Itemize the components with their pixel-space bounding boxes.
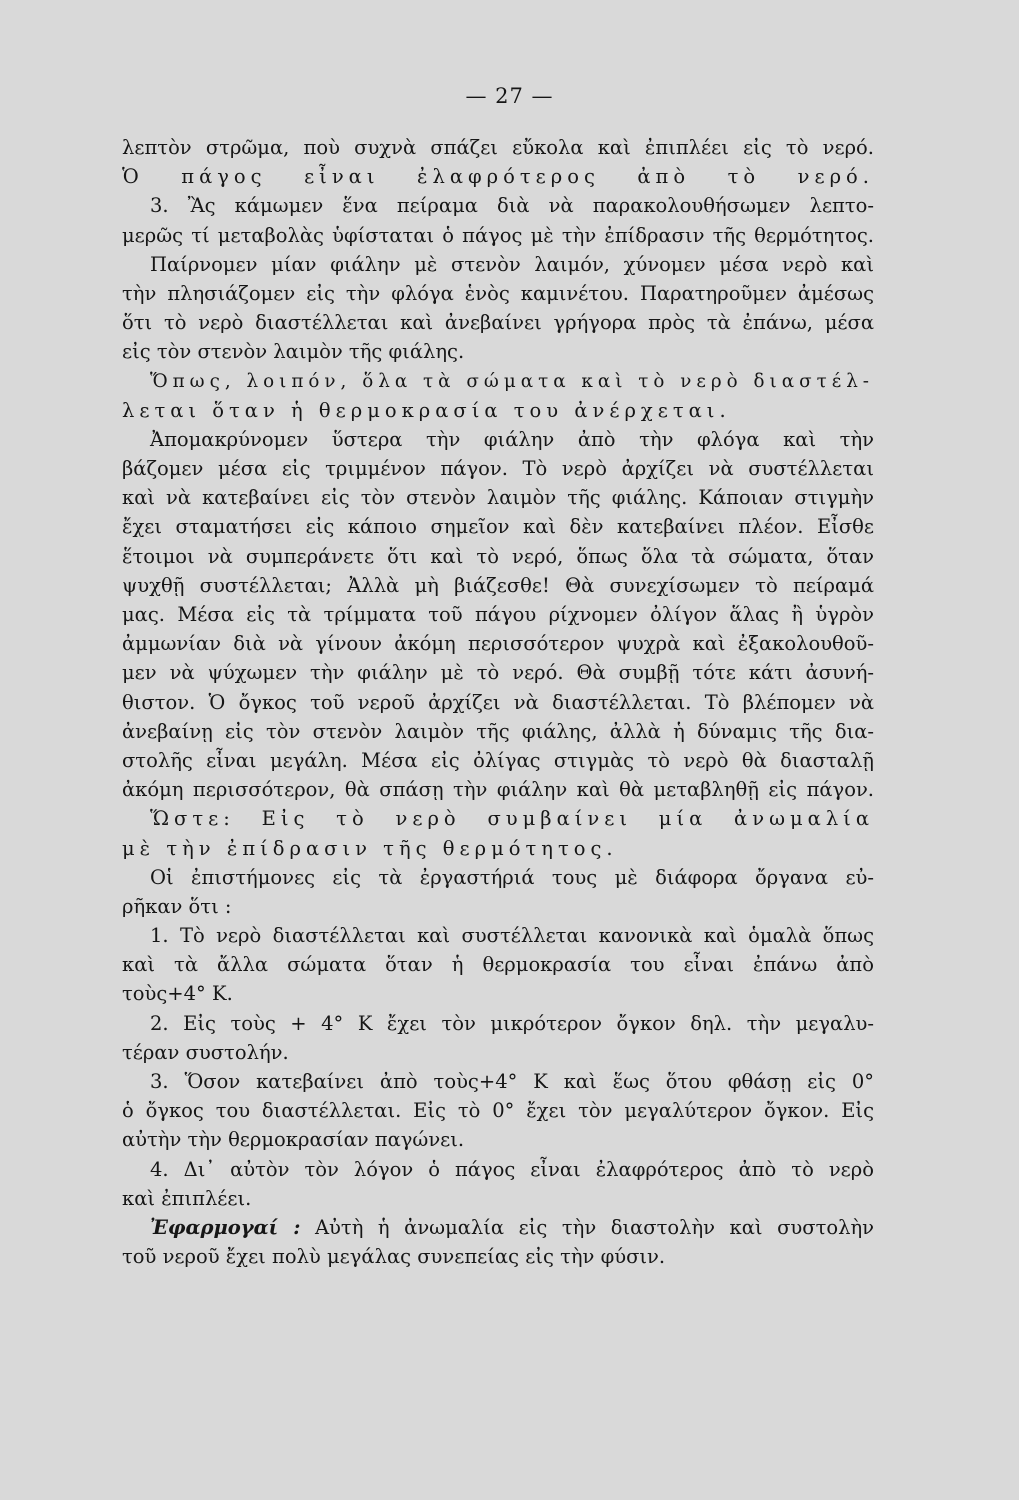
text-line: ἔχει σταματήσει εἰς κάποιο σημεῖον καὶ δὲν κατεβαίνει πλέον. Εἶσθε <box>122 515 874 539</box>
text-line: Παίρνομεν μίαν φιάλην μὲ στενὸν λαιμόν, χύνομεν μέσα νερὸ καὶ <box>150 252 874 276</box>
text-line: καὶ νὰ κατεβαίνει εἰς τὸν στενὸν λαιμὸν τῆς φιάλης. Κάποιαν στιγμὴν <box>122 486 874 510</box>
text-line: ἀμμωνίαν διὰ νὰ γίνουν ἀκόμη περισσότερον ψυχρὰ καὶ ἐξακολουθοῦ- <box>122 632 874 656</box>
text-line: 2. Εἰς τοὺς + 4° Κ ἔχει τὸν μικρότερον ὄγκον δηλ. τὴν μεγαλυ- <box>150 1011 874 1035</box>
text-line: μὲ τὴν ἐπίδρασιν τῆς θερμότητος. <box>122 836 618 860</box>
text-line: καὶ τὰ ἄλλα σώματα ὅταν ἡ θερμοκρασία του εἶναι ἐπάνω ἀπὸ <box>122 953 874 977</box>
applications-line <box>122 1213 874 1242</box>
text-line: Οἱ ἐπιστήμονες εἰς τὰ ἐργαστήριά τους μὲ διάφορα ὄργανα εὐ- <box>150 865 874 889</box>
text-line: εἰς τὸν στενὸν λαιμὸν τῆς φιάλης. <box>122 340 465 364</box>
text-line: ψυχθῇ συστέλλεται; Ἀλλὰ μὴ βιάζεσθε! Θὰ συνεχίσωμεν τὸ πείραμά <box>122 573 874 597</box>
text-line: Ὥστε: Εἰς τὸ νερὸ συμβαίνει μία ἀνωμαλία <box>150 807 874 831</box>
text-line: 3. Ἂς κάμωμεν ἕνα πείραμα διὰ νὰ παρακολουθήσωμεν λεπτο- <box>150 194 874 218</box>
text-line: ἕτοιμοι νὰ συμπεράνετε ὅτι καὶ τὸ νερό, ὅπως ὅλα τὰ σώματα, ὅταν <box>122 544 874 568</box>
text-line: βάζομεν μέσα εἰς τριμμένον πάγον. Τὸ νερὸ ἀρχίζει νὰ συστέλλεται <box>122 457 874 481</box>
text-line: ὁ ὄγκος του διαστέλλεται. Εἰς τὸ 0° ἔχει τὸν μεγαλύτερον ὄγκον. Εἰς <box>122 1099 874 1123</box>
text-line: μεν νὰ ψύχωμεν τὴν φιάλην μὲ τὸ νερό. Θὰ συμβῇ τότε κάτι ἀσυνή- <box>122 661 874 685</box>
text-line: 4. Δι᾿ αὐτὸν τὸν λόγον ὁ πάγος εἶναι ἐλαφρότερος ἀπὸ τὸ νερὸ <box>150 1157 874 1181</box>
text-line: τὴν πλησιάζομεν εἰς τὴν φλόγα ἑνὸς καμινέτου. Παρατηροῦμεν ἀμέσως <box>122 281 874 305</box>
text-line: αὐτὴν τὴν θερμοκρασίαν παγώνει. <box>122 1128 465 1152</box>
applications-last-line: τοῦ νεροῦ ἔχει πολὺ μεγάλας συνεπείας εἰς τὴν φύσιν. <box>122 1245 666 1269</box>
page-number: — 27 — <box>465 84 554 108</box>
text-line: Ὁ πάγος εἶναι ἐλαφρότερος ἀπὸ τὸ νερό. <box>122 165 874 189</box>
text-line: ὅτι τὸ νερὸ διαστέλλεται καὶ ἀνεβαίνει γρήγορα πρὸς τὰ ἐπάνω, μέσα <box>122 311 874 335</box>
text-line: καὶ ἐπιπλέει. <box>122 1186 252 1210</box>
text-line: μερῶς τί μεταβολὰς ὑφίσταται ὁ πάγος μὲ τὴν ἐπίδρασιν τῆς θερμότητος. <box>122 223 874 247</box>
applications-text: Αὐτὴ ἡ ἀνωμαλία εἰς τὴν διαστολὴν καὶ συστολὴν <box>300 1215 874 1239</box>
text-line: ρῆκαν ὅτι : <box>122 894 232 918</box>
body-text <box>122 133 874 1271</box>
text-line: λεπτὸν στρῶμα, ποὺ συχνὰ σπάζει εὔκολα καὶ ἐπιπλέει εἰς τὸ νερό. <box>122 136 874 159</box>
applications-heading: Ἐφαρμογαί : <box>150 1215 301 1239</box>
text-line: μας. Μέσα εἰς τὰ τρίμματα τοῦ πάγου ρίχνομεν ὀλίγον ἅλας ἢ ὑγρὸν <box>122 603 874 626</box>
text-line: στολῆς εἶναι μεγάλη. Μέσα εἰς ὀλίγας στιγμὰς τὸ νερὸ θὰ διασταλῇ <box>122 748 874 772</box>
text-line: θιστον. Ὁ ὄγκος τοῦ νεροῦ ἀρχίζει νὰ διαστέλλεται. Τὸ βλέπομεν νὰ <box>122 690 874 714</box>
text-line: 1. Τὸ νερὸ διαστέλλεται καὶ συστέλλεται κανονικὰ καὶ ὁμαλὰ ὅπως <box>150 924 874 948</box>
text-line: τέραν συστολήν. <box>122 1040 289 1064</box>
text-lines <box>122 133 874 1213</box>
text-line: τοὺς+4° Κ. <box>122 982 233 1006</box>
text-line: 3. Ὅσον κατεβαίνει ἀπὸ τοὺς+4° Κ καὶ ἕως ὅτου φθάσῃ εἰς 0° <box>150 1070 874 1093</box>
text-line: Ὅπως, λοιπόν, ὅλα τὰ σώματα καὶ τὸ νερὸ διαστέλ- <box>150 370 874 392</box>
text-line: ἀκόμη περισσότερον, θὰ σπάσῃ τὴν φιάλην καὶ θὰ μεταβληθῇ εἰς πάγον. <box>122 778 874 802</box>
text-line: ἀνεβαίνῃ εἰς τὸν στενὸν λαιμὸν τῆς φιάλης, ἀλλὰ ἡ δύναμις τῆς δια- <box>122 719 874 743</box>
text-line: Ἀπομακρύνομεν ὕστερα τὴν φιάλην ἀπὸ τὴν φλόγα καὶ τὴν <box>150 427 874 451</box>
text-line: λεται ὅταν ἡ θερμοκρασία του ἀνέρχεται. <box>122 398 731 422</box>
